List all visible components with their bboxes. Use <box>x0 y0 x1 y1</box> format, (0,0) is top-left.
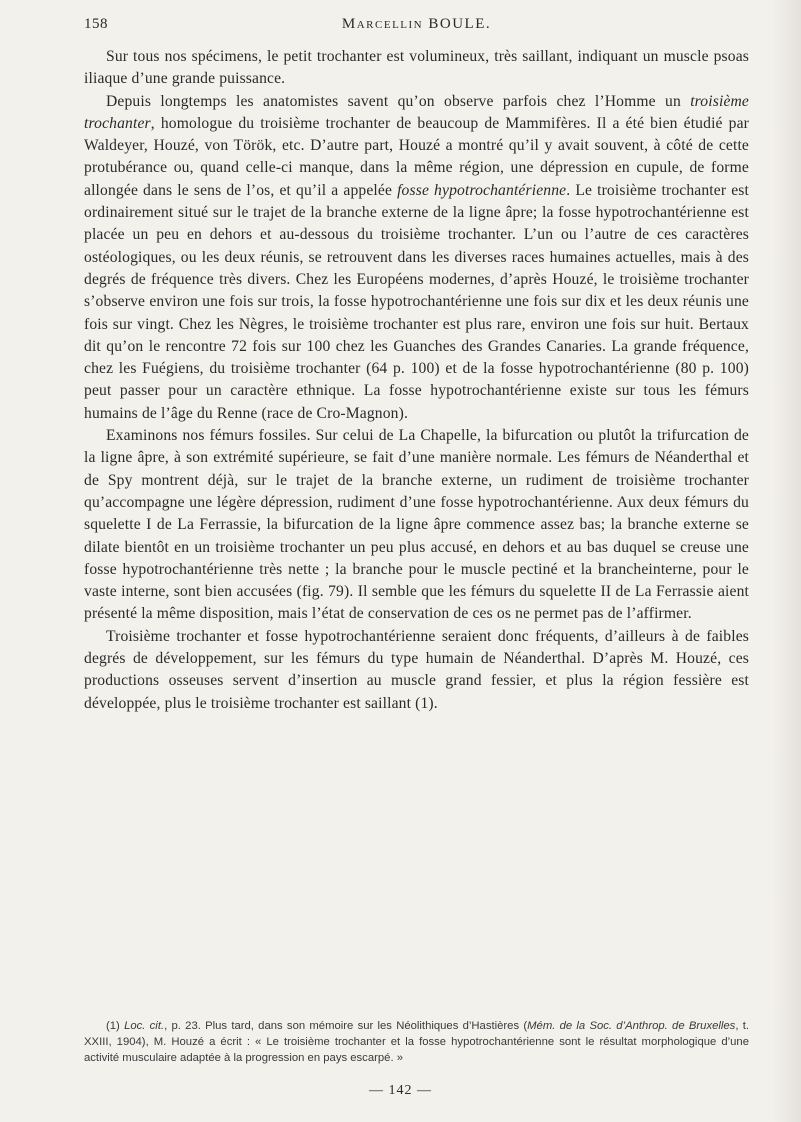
page-edge-shadow <box>771 0 801 1122</box>
footnote <box>84 1019 749 1066</box>
running-header <box>84 16 749 38</box>
text-run: , p. 23. Plus tard, dans son mémoire sur les Néolithiques d’Hastières ( <box>164 1020 528 1032</box>
italic-text-run: Mém. de la Soc. d’Anthrop. de Bruxelles <box>527 1020 736 1032</box>
paragraph-third-trochanter <box>84 91 749 425</box>
italic-text-run: fosse hypotrochantérienne <box>397 181 567 199</box>
running-title: Marcellin BOULE. <box>341 16 492 32</box>
paragraph-conclusion <box>84 626 749 715</box>
text-run: Examinons nos fémurs fossiles. Sur celui de La Chapelle, la bifurcation ou plutôt la trifurcation de la ligne âpre, à son extrémité supérieure, se fait d’une manière normale. Les fémurs de Néanderthal et de Spy montrent déjà, sur le trajet de la branche externe, un rudiment de troisième trochanter qu’accompagne une légère dépression, rudiment d’une fosse hypotrochantérienne. Aux deux fémurs du squelette I de La Ferrassie, la bifurcation de la ligne âpre commence assez bas; la branche externe se dilate bientôt en un troisième trochanter un peu plus accusé, en dehors et au bas duquel se creuse une fosse hypotrochantérienne très nette ; la branche pour le muscle pectiné et la brancheinterne, pour le vaste interne, sont bien accusées (fig. 79). Il semble que les fémurs du squelette II de La Ferrassie aient présenté la même disposition, mais l’état de conservation de ces os ne permet pas de l’affirmer. <box>84 427 749 623</box>
text-run: Depuis longtemps les anatomistes savent qu’on observe parfois chez l’Homme un <box>106 92 691 110</box>
paragraph-fossil-femurs <box>84 425 749 626</box>
italic-text-run: troisième trochanter <box>84 92 749 132</box>
text-run: Troisième trochanter et fosse hypotrochantérienne seraient donc fréquents, d’ailleurs à de faibles degrés de développement, sur les fémurs du type humain de Néanderthal. D’après M. Houzé, ces productions osseuses servent d’insertion au muscle grand fessier, et plus la région fessière est développée, plus le troisième trochanter est saillant (1). <box>84 627 749 712</box>
text-run: Sur tous nos spécimens, le petit trochanter est volumineux, très saillant, indiquant un muscle psoas iliaque d’une grande puissance. <box>84 48 749 88</box>
footnote-1 <box>84 1019 749 1066</box>
page-number: 158 <box>84 16 108 32</box>
text-run: . Le troisième trochanter est ordinairement situé sur le trajet de la branche externe de la ligne âpre; la fosse hypotrochantérienne est placée un peu en dehors et au-dessous du troisième trochanter. L’un ou l’autre de ces caractères ostéologiques, ou les deux réunis, se retrouvent dans les diverses races humaines actuelles, mais à des degrés de fréquence très divers. Chez les Européens modernes, d’après Houzé, le troisième trochanter s’observe environ une fois sur trois, la fosse hypotrochantérienne une fois sur dix et les deux réunis une fois sur vingt. Chez les Nègres, le troisième trochanter est plus rare, environ une fois sur huit. Bertaux dit qu’on le rencontre 72 fois sur 100 chez les Guanches des Grandes Canaries. La grande fréquence, chez les Fuégiens, du troisième trochanter (64 p. 100) et de la fosse hypotrochantérienne (80 p. 100) peut passer pour un caractère ethnique. La fosse hypotrochantérienne existe sur tous les fémurs humains de l’âge du Renne (race de Cro-Magnon). <box>84 181 750 422</box>
paragraph-psoas <box>84 46 749 91</box>
italic-text-run: Loc. cit. <box>124 1020 165 1032</box>
text-run: (1) <box>106 1020 125 1032</box>
text-run: , t. XXIII, 1904), M. Houzé a écrit : « Le troisième trochanter et la fosse hypotrochantérienne sont le résultat morphologique d’une activité musculaire adaptée à la progression en pays escarpé. » <box>84 1020 749 1064</box>
page-footer-number: — 142 — <box>369 1083 432 1098</box>
body-text <box>84 46 749 715</box>
text-run: , homologue du troisième trochanter de beaucoup de Mammifères. Il a été bien étudié par Waldeyer, Houzé, von Török, etc. D’autre part, Houzé a montré qu’il y avait souvent, à côté de cette protubérance ou, quand celle-ci manque, dans la même région, une dépression en cupule, de forme allongée dans le sens de l’os, et qu’il a appelée <box>84 114 749 199</box>
